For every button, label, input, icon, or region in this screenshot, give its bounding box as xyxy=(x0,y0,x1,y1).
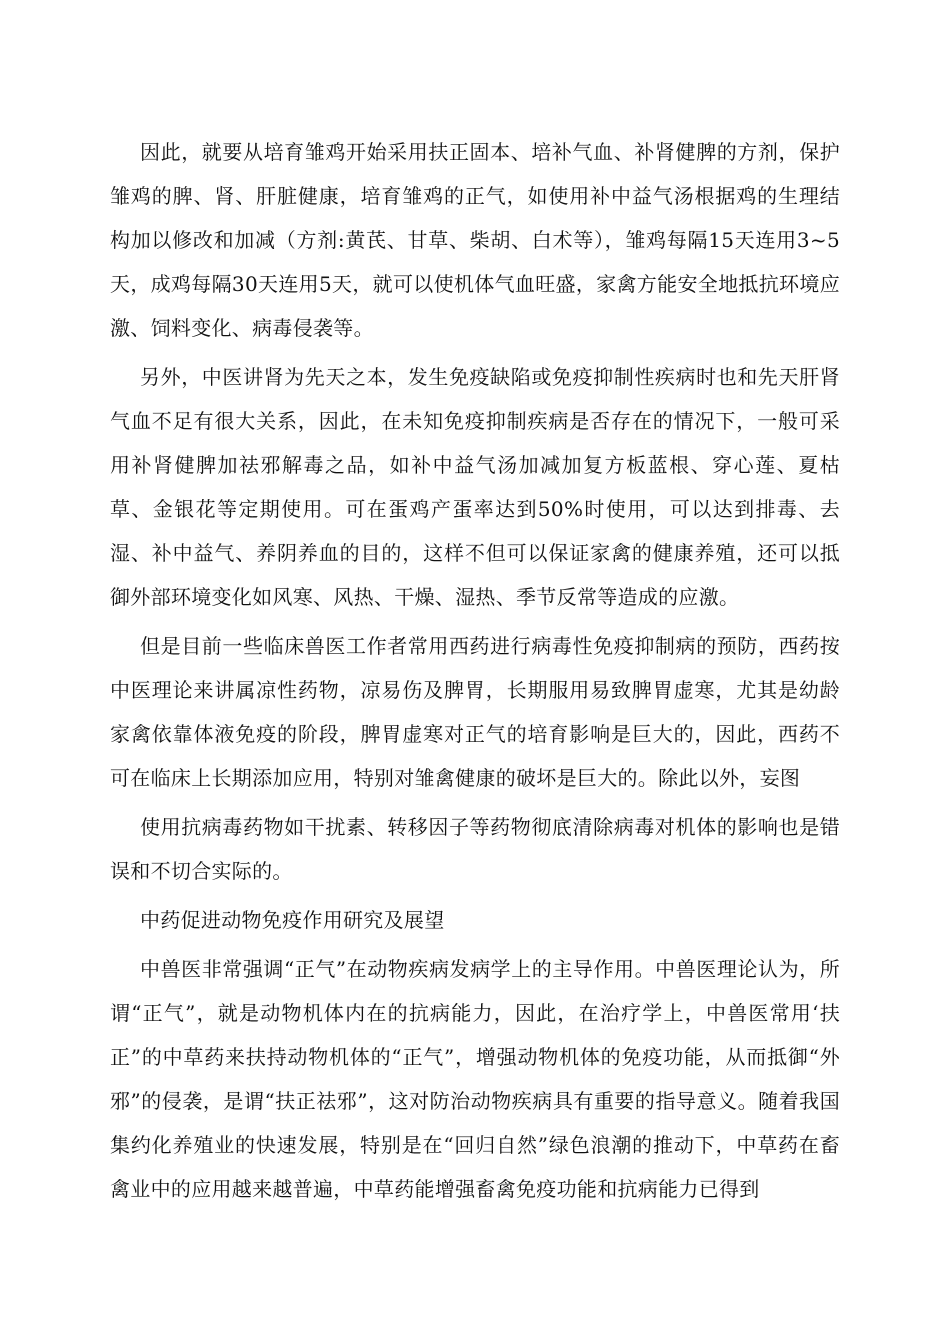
paragraph-5: 中兽医非常强调“正气”在动物疾病发病学上的主导作用。中兽医理论认为，所谓“正气”，就是动物机体内在的抗病能力，因此，在治疗学上，中兽医常用‘扶正”的中草药来扶持动物机体的“正气”，增强动物机体的免疫功能，从而抵御“外邪”的侵袭，是谓“扶正祛邪”，这对防治动物疾病具有重要的指导意义。随着我国集约化养殖业的快速发展，特别是在“回归自然”绿色浪潮的推动下，中草药在畜禽业中的应用越来越普遍，中草药能增强畜禽免疫功能和抗病能力已得到 xyxy=(110,957,840,1201)
paragraph-2: 另外，中医讲肾为先天之本，发生免疫缺陷或免疫抑制性疾病时也和先天肝肾气血不足有很大关系，因此，在未知免疫抑制疾病是否存在的情况下，一般可采用补肾健脾加祛邪解毒之品，如补中益气汤加减加复方板蓝根、穿心莲、夏枯草、金银花等定期使用。可在蛋鸡产蛋率达到50%时使用，可以达到排毒、去湿、补中益气、养阴养血的目的，这样不但可以保证家禽的健康养殖，还可以抵御外部环境变化如风寒、风热、干燥、湿热、季节反常等造成的应激。 xyxy=(110,365,840,609)
paragraph-3: 但是目前一些临床兽医工作者常用西药进行病毒性免疫抑制病的预防，西药按中医理论来讲属凉性药物，凉易伤及脾胃，长期服用易致脾胃虚寒，尤其是幼龄家禽依靠体液免疫的阶段，脾胃虚寒对正气的培育影响是巨大的，因此，西药不可在临床上长期添加应用，特别对雏禽健康的破坏是巨大的。除此以外，妄图 xyxy=(110,634,840,790)
paragraph-1: 因此，就要从培育雏鸡开始采用扶正固本、培补气血、补肾健脾的方剂，保护雏鸡的脾、肾、肝脏健康，培育雏鸡的正气，如使用补中益气汤根据鸡的生理结构加以修改和加减（方剂:黄芪、甘草、柴胡、白术等），雏鸡每隔15天连用3~5天，成鸡每隔30天连用5天，就可以使机体气血旺盛，家禽方能安全地抵抗环境应激、饲料变化、病毒侵袭等。 xyxy=(110,140,840,340)
document-body xyxy=(110,130,840,1216)
paragraph-4: 使用抗病毒药物如干扰素、转移因子等药物彻底清除病毒对机体的影响也是错误和不切合实际的。 xyxy=(110,815,840,883)
section-heading: 中药促进动物免疫作用研究及展望 xyxy=(140,908,445,932)
